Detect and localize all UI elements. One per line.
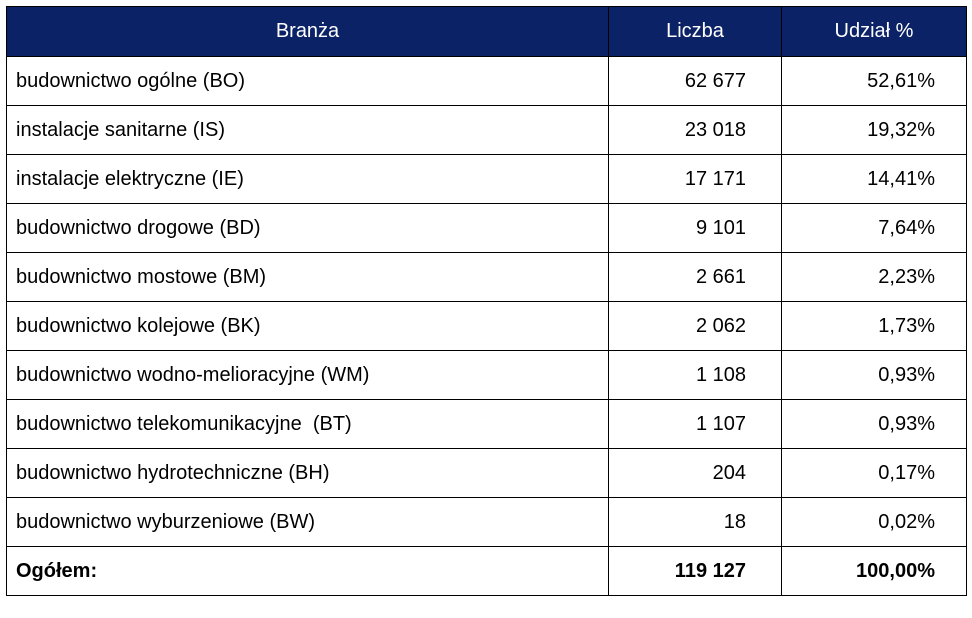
- header-branch: Branża: [7, 7, 609, 57]
- table-row: [7, 449, 967, 498]
- total-row: [7, 547, 967, 596]
- header-share: Udział %: [782, 7, 967, 57]
- row-branch-name: instalacje sanitarne (IS): [7, 106, 609, 155]
- table-row: [7, 302, 967, 351]
- header-row: [7, 7, 967, 57]
- table-row: [7, 253, 967, 302]
- row-share: 19,32%: [782, 106, 967, 155]
- header-count: Liczba: [609, 7, 782, 57]
- row-share: 0,17%: [782, 449, 967, 498]
- row-share: 0,93%: [782, 400, 967, 449]
- total-label: Ogółem:: [7, 547, 609, 596]
- row-branch-name: instalacje elektryczne (IE): [7, 155, 609, 204]
- row-branch-name: budownictwo kolejowe (BK): [7, 302, 609, 351]
- table-row: [7, 106, 967, 155]
- row-count: 1 108: [609, 351, 782, 400]
- row-branch-name: budownictwo ogólne (BO): [7, 57, 609, 106]
- row-branch-name: budownictwo mostowe (BM): [7, 253, 609, 302]
- row-branch-name: budownictwo hydrotechniczne (BH): [7, 449, 609, 498]
- row-count: 2 661: [609, 253, 782, 302]
- table-row: [7, 400, 967, 449]
- table-row: [7, 204, 967, 253]
- row-branch-name: budownictwo telekomunikacyjne (BT): [7, 400, 609, 449]
- table-row: [7, 57, 967, 106]
- row-share: 52,61%: [782, 57, 967, 106]
- branch-statistics-table: [6, 6, 967, 596]
- row-count: 17 171: [609, 155, 782, 204]
- row-count: 2 062: [609, 302, 782, 351]
- row-share: 0,93%: [782, 351, 967, 400]
- row-count: 9 101: [609, 204, 782, 253]
- total-share: 100,00%: [782, 547, 967, 596]
- row-branch-name: budownictwo drogowe (BD): [7, 204, 609, 253]
- row-share: 7,64%: [782, 204, 967, 253]
- table-row: [7, 155, 967, 204]
- row-branch-name: budownictwo wyburzeniowe (BW): [7, 498, 609, 547]
- table-body: [7, 57, 967, 596]
- row-count: 204: [609, 449, 782, 498]
- row-count: 23 018: [609, 106, 782, 155]
- row-branch-name: budownictwo wodno-melioracyjne (WM): [7, 351, 609, 400]
- table-header: [7, 7, 967, 57]
- table-row: [7, 498, 967, 547]
- table-row: [7, 351, 967, 400]
- row-count: 1 107: [609, 400, 782, 449]
- row-share: 0,02%: [782, 498, 967, 547]
- total-count: 119 127: [609, 547, 782, 596]
- row-share: 1,73%: [782, 302, 967, 351]
- row-count: 62 677: [609, 57, 782, 106]
- row-share: 2,23%: [782, 253, 967, 302]
- row-count: 18: [609, 498, 782, 547]
- row-share: 14,41%: [782, 155, 967, 204]
